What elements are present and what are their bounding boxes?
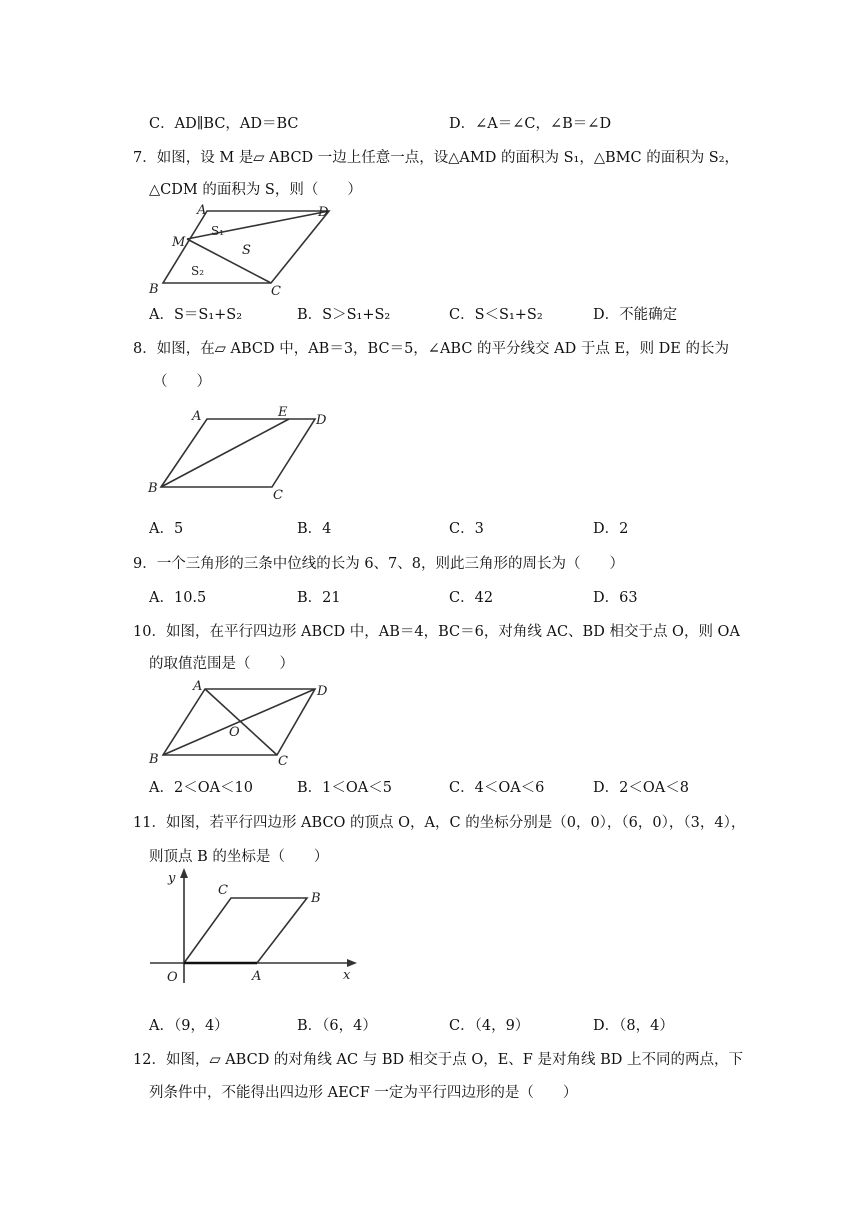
q8-label-e: E xyxy=(278,405,288,420)
q12-stem-line2: 列条件中，不能得出四边形 AECF 一定为平行四边形的是（ ） xyxy=(149,1085,578,1101)
q11-figure xyxy=(145,868,365,988)
q10-option-b: B．1＜OA＜5 xyxy=(297,780,392,796)
q11-label-y: y xyxy=(168,871,176,886)
q7-label-s: S xyxy=(242,243,251,258)
q9-option-b: B．21 xyxy=(297,590,341,606)
q7-label-d: D xyxy=(318,205,329,220)
q7-option-c: C．S＜S₁+S₂ xyxy=(449,307,543,323)
q10-label-c: C xyxy=(278,754,288,769)
q10-figure xyxy=(145,677,345,767)
q6-option-d: D．∠A＝∠C，∠B＝∠D xyxy=(449,116,612,132)
q10-label-o: O xyxy=(229,725,240,740)
q12-stem-line1: 12．如图，▱ ABCD 的对角线 AC 与 BD 相交于点 O，E、F 是对角线 BD 上不同的两点，下 xyxy=(133,1052,743,1068)
q7-label-a: A xyxy=(197,203,207,218)
q7-label-s2: S₂ xyxy=(191,264,205,278)
q9-option-d: D．63 xyxy=(593,590,638,606)
q8-option-d: D．2 xyxy=(593,521,629,537)
q7-label-s1: S₁ xyxy=(211,224,225,238)
q10-option-d: D．2＜OA＜8 xyxy=(593,780,689,796)
q8-label-a: A xyxy=(192,409,202,424)
q11-label-c: C xyxy=(218,883,228,898)
q11-label-o: O xyxy=(167,970,178,985)
q6-option-c: C．AD∥BC，AD＝BC xyxy=(149,116,299,132)
q10-stem-line1: 10．如图，在平行四边形 ABCD 中，AB＝4，BC＝6，对角线 AC、BD 相交于点 O，则 OA xyxy=(133,624,740,640)
q9-option-a: A．10.5 xyxy=(149,590,207,606)
q9-stem: 9．一个三角形的三条中位线的长为 6、7、8，则此三角形的周长为（ ） xyxy=(133,556,625,572)
q7-stem-line1: 7．如图，设 M 是▱ ABCD 一边上任意一点，设△AMD 的面积为 S₁，△BMC 的面积为 S₂， xyxy=(133,150,740,166)
q11-option-d: D．（8，4） xyxy=(593,1018,674,1034)
q7-label-m: M xyxy=(172,235,186,250)
q7-option-d: D．不能确定 xyxy=(593,307,678,323)
q11-stem-line1: 11．如图，若平行四边形 ABCO 的顶点 O，A，C 的坐标分别是（0，0），（6，0），（3，4）， xyxy=(133,815,746,831)
q8-stem-line2: （ ） xyxy=(153,374,211,390)
q8-option-a: A．5 xyxy=(149,521,184,537)
q8-label-d: D xyxy=(316,413,327,428)
q10-option-c: C．4＜OA＜6 xyxy=(449,780,545,796)
q8-figure xyxy=(145,405,335,505)
q8-label-b: B xyxy=(148,481,158,496)
q10-label-b: B xyxy=(149,752,159,767)
q11-option-c: C．（4，9） xyxy=(449,1018,530,1034)
q10-option-a: A．2＜OA＜10 xyxy=(149,780,254,796)
q11-option-b: B．（6，4） xyxy=(297,1018,377,1034)
q11-label-a: A xyxy=(252,969,262,984)
q10-label-a: A xyxy=(193,679,203,694)
q11-option-a: A．（9，4） xyxy=(149,1018,229,1034)
q8-label-c: C xyxy=(273,488,283,503)
q10-label-d: D xyxy=(317,684,328,699)
q8-option-b: B．4 xyxy=(297,521,332,537)
q11-stem-line2: 则顶点 B 的坐标是（ ） xyxy=(149,849,329,865)
q10-stem-line2: 的取值范围是（ ） xyxy=(149,656,294,672)
q8-option-c: C．3 xyxy=(449,521,484,537)
q7-label-b: B xyxy=(149,282,159,297)
q11-label-x: x xyxy=(343,968,351,983)
q7-stem-line2: △CDM 的面积为 S，则（ ） xyxy=(149,182,362,198)
q7-label-c: C xyxy=(271,284,281,299)
q8-stem-line1: 8．如图，在▱ ABCD 中，AB＝3，BC＝5，∠ABC 的平分线交 AD 于点 E，则 DE 的长为 xyxy=(133,341,729,357)
q7-option-a: A．S＝S₁+S₂ xyxy=(149,307,243,323)
q9-option-c: C．42 xyxy=(449,590,494,606)
q7-figure xyxy=(145,203,345,298)
q7-option-b: B．S＞S₁+S₂ xyxy=(297,307,391,323)
q11-label-b: B xyxy=(311,891,321,906)
